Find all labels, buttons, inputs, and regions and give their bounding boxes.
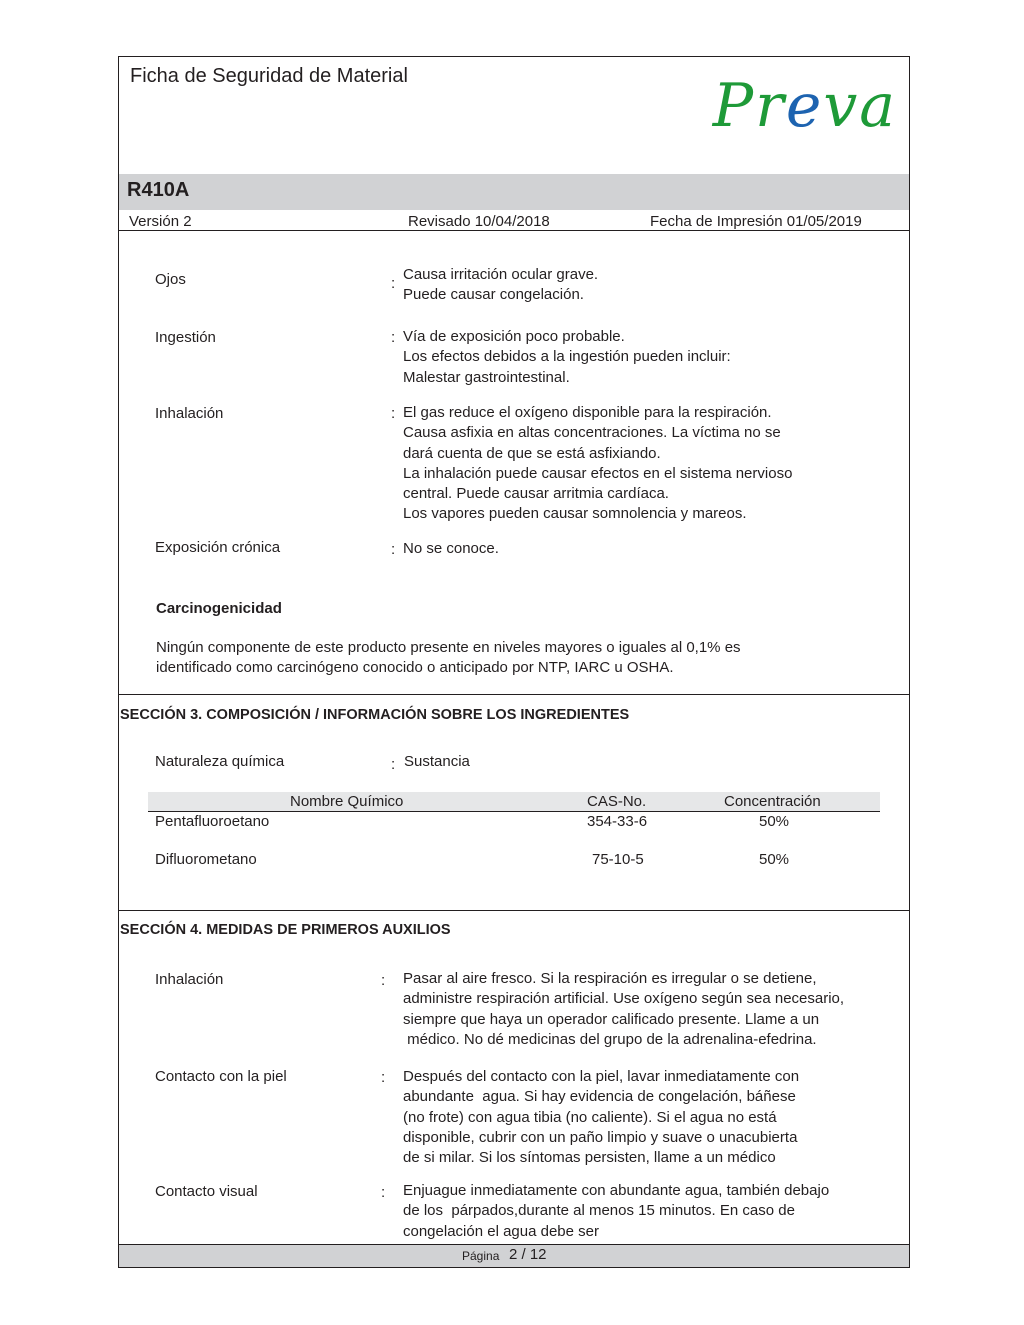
table-cell-name: Difluorometano [155,851,257,868]
document-title: Ficha de Seguridad de Material [130,65,408,87]
text-line: Los efectos debidos a la ingestión pueden incluir: [403,348,731,366]
ingestion-colon: : [391,329,396,346]
text-line: congelación el agua debe ser [403,1222,599,1240]
text-line: de los párpados,durante al menos 15 minutos. En caso de [403,1202,795,1220]
text-line: siempre que haya un operador calificado presente. Llame a un [403,1010,820,1028]
table-cell-name: Pentafluoroetano [155,813,270,830]
print-date: Fecha de Impresión 01/05/2019 [650,213,862,230]
eye-contact-text [403,1181,829,1242]
text-line: central. Puede causar arritmia cardíaca. [403,485,669,503]
section-divider [119,910,909,911]
first-aid-inhalation-text [403,969,844,1050]
text-line: (no frote) con agua tibia (no caliente). Si el agua no está [403,1108,777,1126]
text-line: médico. No dé medicinas del grupo de la adrenalina-efedrina. [403,1030,817,1048]
text-line: Ningún componente de este producto presente en niveles mayores o iguales al 0,1% es [156,639,741,656]
skin-contact-colon: : [381,1069,386,1086]
table-cell-cas: 354-33-6 [587,813,648,830]
chronic-exposure-text [403,539,499,559]
inhalation-label: Inhalación [155,405,224,422]
chemical-nature-label: Naturaleza química [155,753,285,770]
section-4-title: SECCIÓN 4. MEDIDAS DE PRIMEROS AUXILIOS [120,922,451,938]
chronic-exposure-colon: : [391,541,396,558]
inhalation-colon: : [391,405,396,422]
page-number: 2 / 12 [509,1246,547,1263]
carcinogenicity-heading: Carcinogenicidad [156,600,282,617]
text-line: Malestar gastrointestinal. [403,368,570,386]
text-line: administre respiración artificial. Use oxígeno según sea necesario, [403,990,845,1008]
page-footer [119,1244,909,1267]
revised-date: Revisado 10/04/2018 [408,213,550,230]
text-line: abundante agua. Si hay evidencia de congelación, báñese [403,1088,796,1106]
text-line: Causa irritación ocular grave. [403,266,599,283]
ingestion-label: Ingestión [155,329,216,346]
skin-contact-text [403,1067,799,1168]
eye-contact-colon: : [381,1184,386,1201]
version-label: Versión 2 [129,213,192,230]
text-line: Pasar al aire fresco. Si la respiración es irregular o se detiene, [403,970,817,987]
col-header-cas-no: CAS-No. [587,793,647,810]
header-divider [119,230,909,231]
text-line: No se conoce. [403,540,499,557]
text-line: La inhalación puede causar efectos en el sistema nervioso [403,464,793,482]
text-line: El gas reduce el oxígeno disponible para la respiración. [403,404,772,421]
safety-data-sheet-page [118,56,910,1268]
eyes-text [403,265,598,306]
text-line: Los vapores pueden causar somnolencia y mareos. [403,505,747,523]
inhalation-text [403,403,792,525]
text-line: Vía de exposición poco probable. [403,328,625,345]
chemical-nature-colon: : [391,756,396,773]
carcinogenicity-text [156,638,741,679]
text-line: Puede causar congelación. [403,286,584,304]
skin-contact-label: Contacto con la piel [155,1068,287,1085]
first-aid-inhalation-label: Inhalación [155,971,224,988]
eyes-label: Ojos [155,271,186,288]
product-name-bar [119,174,909,210]
product-name: R410A [127,179,190,201]
section-3-title: SECCIÓN 3. COMPOSICIÓN / INFORMACIÓN SOBRE LOS INGREDIENTES [120,707,630,723]
preva-logo: Preva [712,71,897,141]
first-aid-inhalation-colon: : [381,972,386,989]
text-line: Después del contacto con la piel, lavar inmediatamente con [403,1068,800,1085]
chemical-nature-value: Sustancia [404,753,470,770]
text-line: identificado como carcinógeno conocido o anticipado por NTP, IARC u OSHA. [156,659,674,677]
ingestion-text [403,327,731,388]
eye-contact-label: Contacto visual [155,1183,258,1200]
text-line: disponible, cubrir con un paño limpio y suave o unacubierta [403,1128,798,1146]
table-cell-cas: 75-10-5 [592,851,644,868]
col-header-chemical-name: Nombre Químico [290,793,404,810]
page-label: Página [462,1249,500,1263]
eyes-colon: : [391,275,396,292]
text-line: Enjuague inmediatamente con abundante agua, también debajo [403,1182,830,1199]
text-line: Causa asfixia en altas concentraciones. La víctima no se [403,424,781,442]
chronic-exposure-label: Exposición crónica [155,539,281,556]
col-header-concentration: Concentración [724,793,821,810]
section-divider [119,694,909,695]
text-line: de si milar. Si los síntomas persisten, llame a un médico [403,1149,776,1167]
table-cell-concentration: 50% [759,813,790,830]
table-cell-concentration: 50% [759,851,790,868]
text-line: dará cuenta de que se está asfixiando. [403,444,661,462]
